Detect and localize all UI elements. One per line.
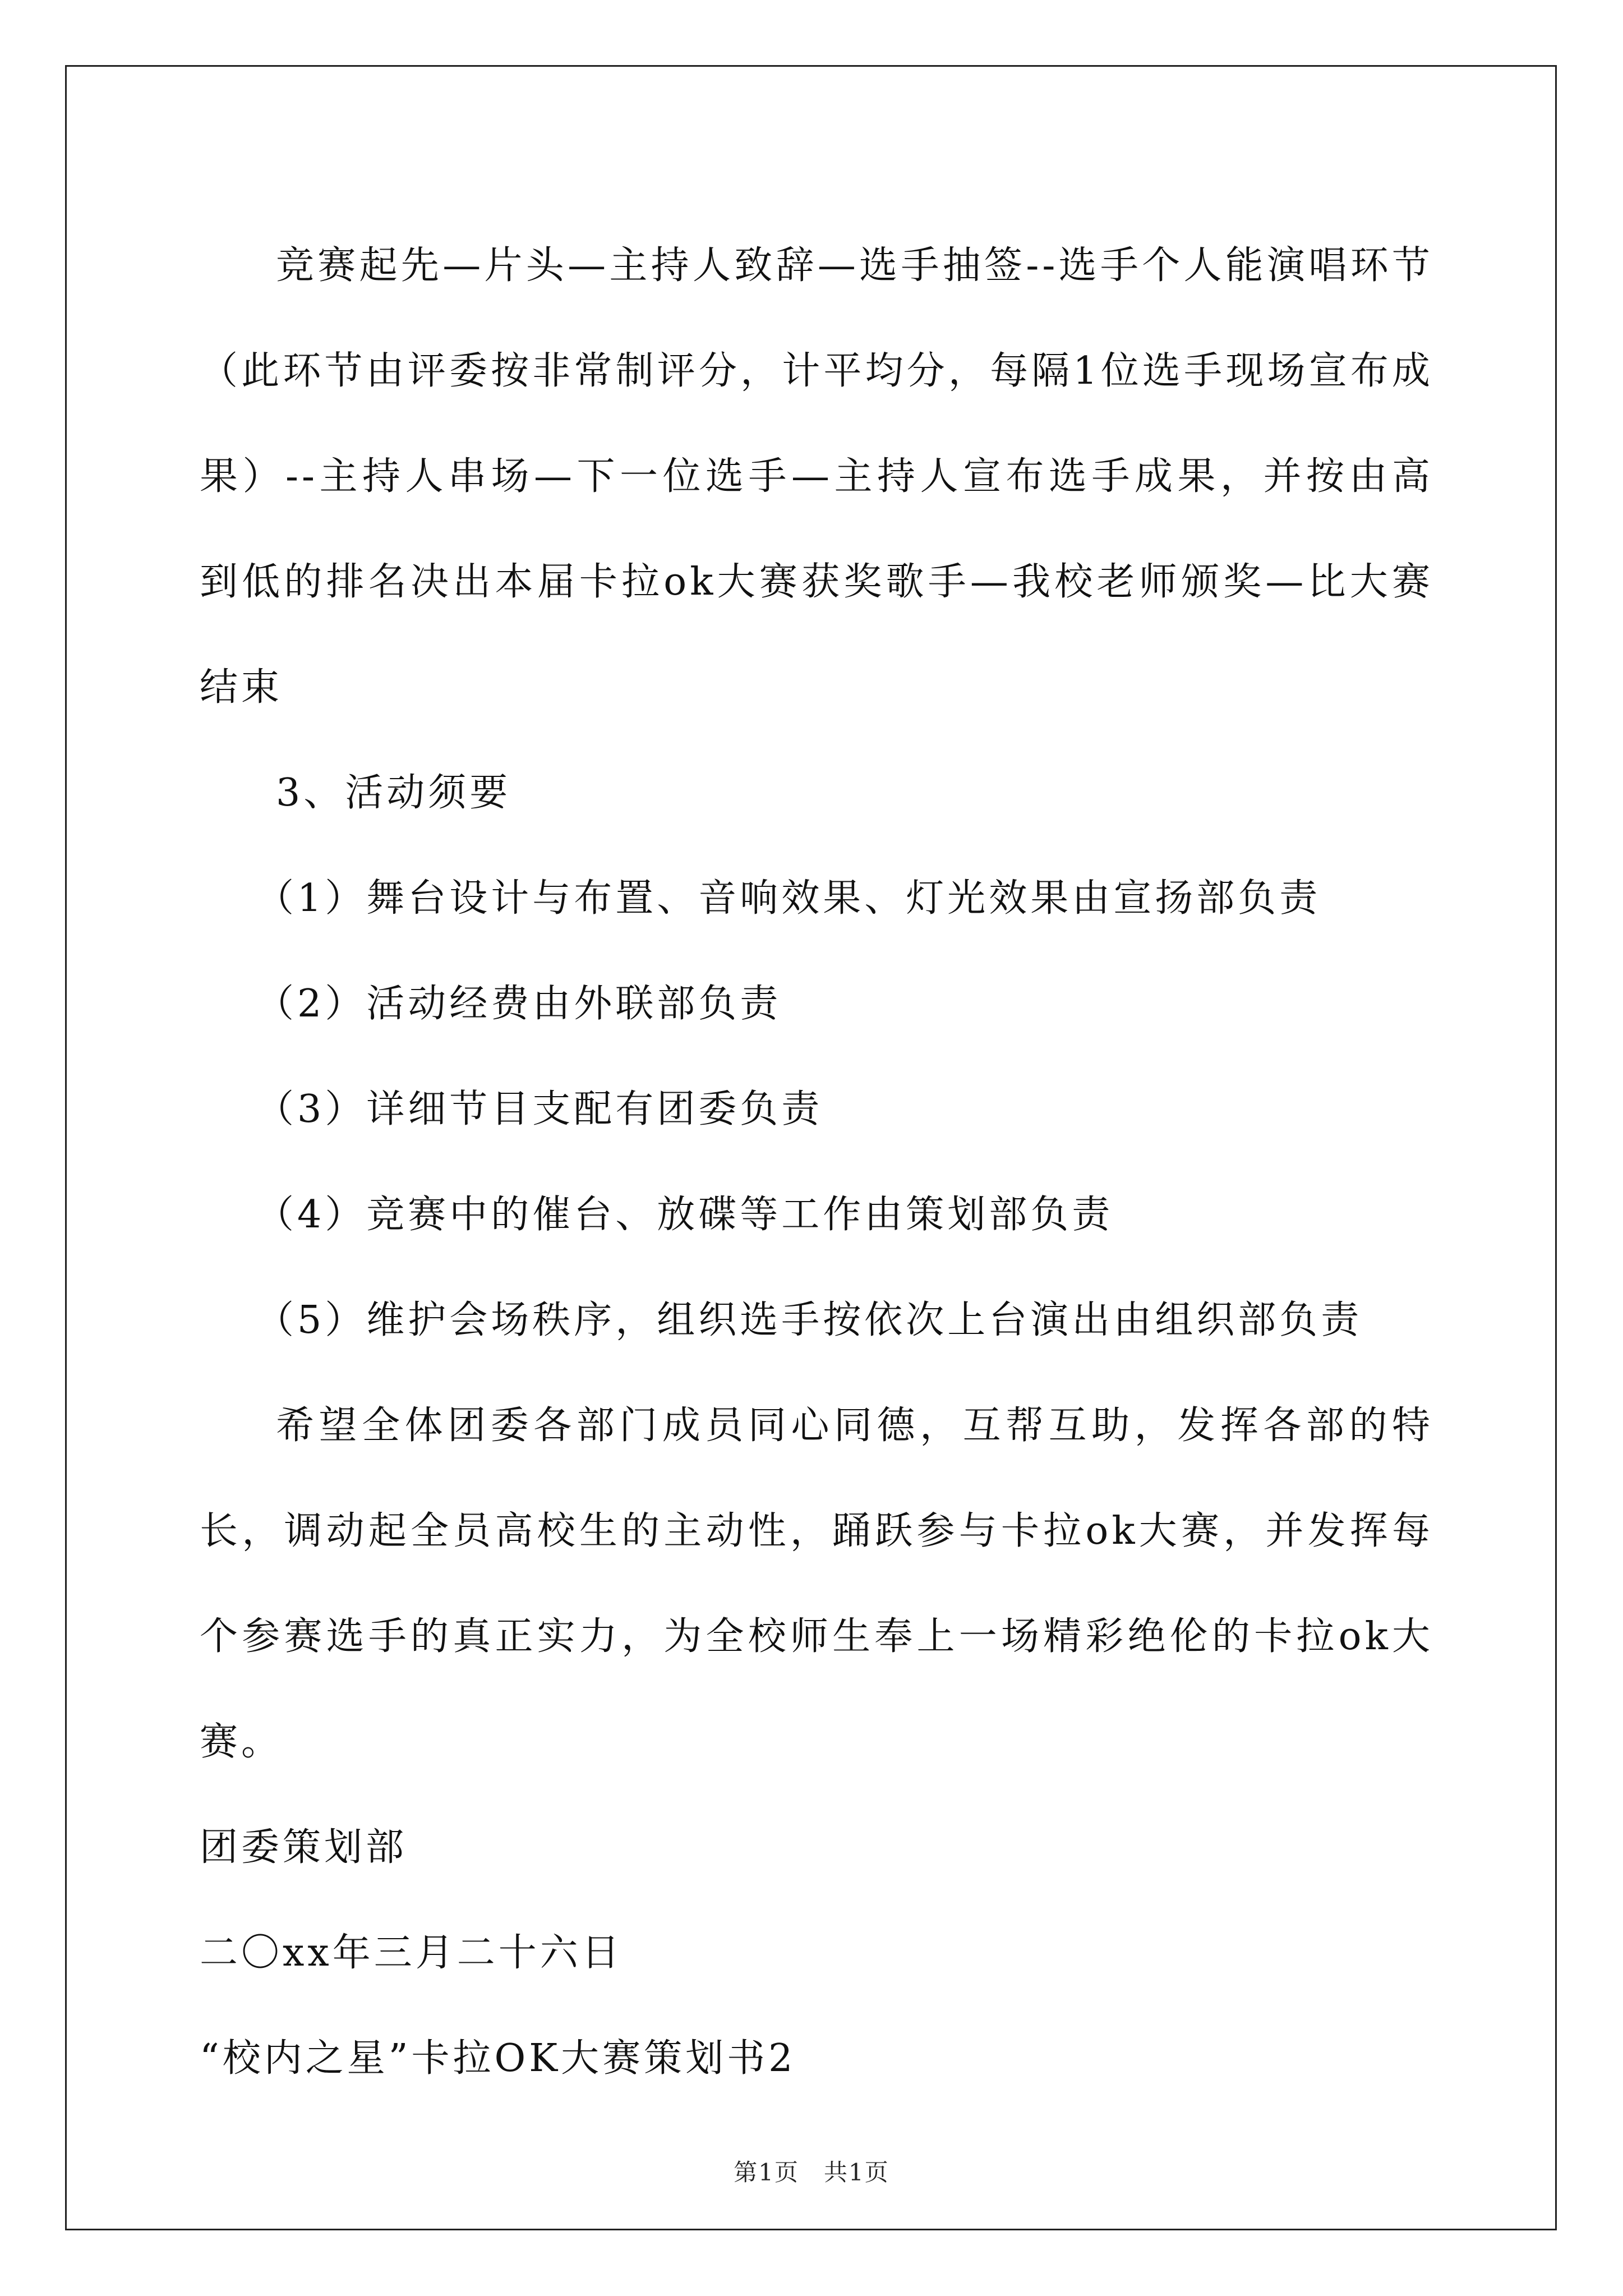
list-item: （2）活动经费由外联部负责 (256, 982, 782, 1026)
page-footer: 第1页 共1页 (734, 2159, 889, 2186)
list-item: （5）维护会场秩序，组织选手按依次上台演出由组织部负责 (256, 1298, 1363, 1342)
document-body (200, 213, 1433, 2111)
section-heading: 3、活动须要 (276, 771, 511, 815)
date: 二〇xx年三月二十六日 (200, 1931, 623, 1975)
list-item: （1）舞台设计与布置、音响效果、灯光效果由宣扬部负责 (256, 876, 1321, 921)
flow-paragraph: 竞赛起先—片头—主持人致辞—选手抽签--选手个人能演唱环节（此环节由评委按非常制评分，计平均分，每隔1位选手现场宣布成果）--主持人串场—下一位选手—主持人宣布选手成果，并按由高到低的排名决出本届卡拉ok大赛获奖歌手—我校老师颁奖—比大赛结束 (200, 243, 1433, 710)
list-item: （3）详细节目支配有团委负责 (256, 1087, 823, 1131)
closing-paragraph: 希望全体团委各部门成员同心同德，互帮互助，发挥各部的特长，调动起全员高校生的主动性，踊跃参与卡拉ok大赛，并发挥每个参赛选手的真正实力，为全校师生奉上一场精彩绝伦的卡拉ok大赛。 (200, 1404, 1433, 1764)
signature: 团委策划部 (200, 1825, 408, 1870)
list-item: （4）竞赛中的催台、放碟等工作由策划部负责 (256, 1193, 1114, 1237)
next-document-title: “校内之星”卡拉OK大赛策划书2 (200, 2036, 796, 2081)
